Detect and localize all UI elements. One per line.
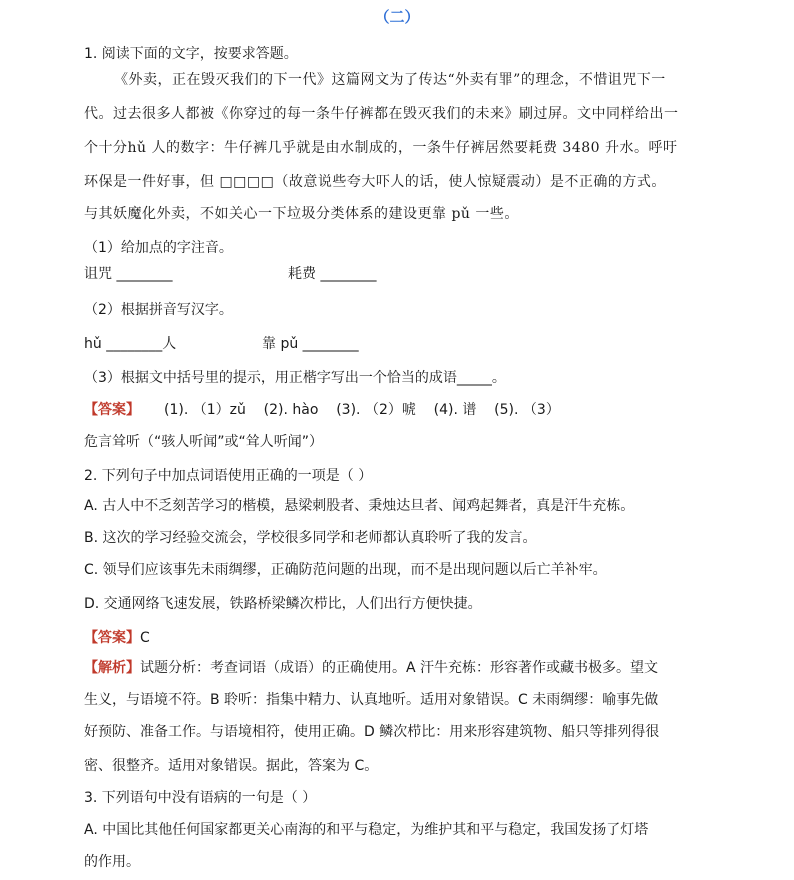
q1-passage-line-5: 与其妖魔化外卖，不如关心一下垃圾分类体系的建设更靠 pǔ 一些。 xyxy=(84,206,519,222)
q2-option-a: A. 古人中不乏刻苦学习的楷模，悬梁刺股者、秉烛达旦者、闻鸡起舞者，真是汗牛充栋。 xyxy=(84,498,635,514)
q1-sub-2-blank-b: 靠 pǔ ________ xyxy=(262,336,359,352)
q2-analysis-line-2: 生义，与语境不符。B 聆听：指集中精力、认真地听。适用对象错误。C 未雨绸缪：喻事先做 xyxy=(84,692,659,708)
q1-answer-text: (1). （1）zǔ (2). hào (3). （2）唬 (4). 谱 (5). （3） xyxy=(164,402,560,418)
q2-answer-line xyxy=(84,628,150,648)
q1-sub-1-blank-b: 耗费 ________ xyxy=(288,266,377,282)
q1-passage-line-3: 个十分hǔ 人的数字：牛仔裤几乎就是由水制成的，一条牛仔裤居然要耗费 3480 升水。呼吁 xyxy=(84,140,678,156)
q2-analysis-line-4: 密、很整齐。适用对象错误。据此，答案为 C。 xyxy=(84,758,379,774)
q2-option-b: B. 这次的学习经验交流会，学校很多同学和老师都认真聆听了我的发言。 xyxy=(84,530,537,546)
q1-sub-3: （3）根据文中括号里的提示，用正楷字写出一个恰当的成语_____。 xyxy=(84,370,506,386)
q1-answer-line xyxy=(84,400,560,420)
q1-sub-2-blank-a: hǔ ________人 xyxy=(84,336,177,352)
q2-analysis-line-3: 好预防、准备工作。与语境相符，使用正确。D 鳞次栉比：用来形容建筑物、船只等排列得很 xyxy=(84,724,660,740)
q1-sub-1: （1）给加点的字注音。 xyxy=(84,240,233,256)
q2-answer: C xyxy=(140,630,150,646)
q2-analysis-1: 试题分析：考查词语（成语）的正确使用。A 汗牛充栋：形容著作或藏书极多。望文 xyxy=(140,660,659,676)
answer-label: 【答案】 xyxy=(84,630,140,646)
q1-answer-line-2: 危言耸听（“骇人听闻”或“耸人听闻”） xyxy=(84,434,324,450)
q3-option-a-line-1: A. 中国比其他任何国家都更关心南海的和平与稳定，为维护其和平与稳定，我国发扬了灯塔 xyxy=(84,822,649,838)
q2-stem: 2. 下列句子中加点词语使用正确的一项是（ ） xyxy=(84,468,373,484)
q1-passage-line-1: 《外卖，正在毁灭我们的下一代》这篇网文为了传达“外卖有罪”的理念，不惜诅咒下一 xyxy=(114,72,666,88)
q1-passage-line-2: 代。过去很多人都被《你穿过的每一条牛仔裤都在毁灭我们的未来》刷过屏。文中同样给出一 xyxy=(84,106,679,122)
answer-label: 【答案】 xyxy=(84,402,140,418)
q1-sub-1-blank-a: 诅咒 ________ xyxy=(84,266,173,282)
q3-option-a-line-2: 的作用。 xyxy=(84,854,140,870)
section-title: （二） xyxy=(374,8,420,26)
q3-stem: 3. 下列语句中没有语病的一句是（ ） xyxy=(84,790,317,806)
q1-sub-2: （2）根据拼音写汉字。 xyxy=(84,302,233,318)
q2-option-c: C. 领导们应该事先未雨绸缪，正确防范问题的出现，而不是出现问题以后亡羊补牢。 xyxy=(84,562,607,578)
analysis-label: 【解析】 xyxy=(84,660,140,676)
q1-intro: 1. 阅读下面的文字，按要求答题。 xyxy=(84,46,298,62)
q2-analysis-line-1 xyxy=(84,658,658,678)
q1-passage-line-4: 环保是一件好事，但 □□□□（故意说些夸大吓人的话，使人惊疑震动）是不正确的方式。 xyxy=(84,174,666,190)
q2-option-d: D. 交通网络飞速发展，铁路桥梁鳞次栉比，人们出行方便快捷。 xyxy=(84,596,482,612)
